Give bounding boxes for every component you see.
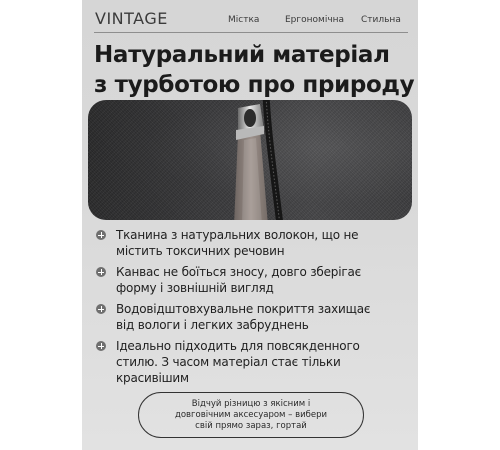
feature-text: Тканина з натуральних волокон, що не містить токсичних речовин: [116, 228, 359, 258]
plus-circle-icon: [96, 230, 106, 240]
plus-circle-icon: [96, 267, 106, 277]
feature-text: Канвас не боїться зносу, довго зберігає форму і зовнішній вигляд: [116, 265, 361, 295]
plus-circle-icon: [96, 341, 106, 351]
plus-circle-icon: [96, 304, 106, 314]
fabric-photo: [88, 100, 412, 220]
nav-item-roomy[interactable]: Містка: [228, 15, 260, 25]
cta-text-line-2: довговічним аксесуаром – вибери: [174, 410, 328, 420]
product-feature-card: [82, 0, 418, 450]
page-title: [94, 40, 414, 100]
nav-item-stylish[interactable]: Стильна: [361, 15, 401, 25]
nav-item-ergonomic[interactable]: Ергономічна: [285, 15, 345, 25]
page-title-line-2: з турботою про природу: [94, 72, 415, 98]
cta-text-line-3: свій прямо зараз, гортай: [195, 421, 307, 431]
cta-text-line-1: Відчуй різницю з якісним і: [191, 399, 311, 409]
zipper-pull-icon: [88, 100, 412, 220]
page-title-line-1: Натуральний матеріал: [94, 42, 390, 68]
header: [94, 8, 408, 33]
brand-logo: VINTAGE: [95, 9, 168, 28]
feature-text: Ідеально підходить для повсякденного стилю. З часом матеріал стає тільки красивішим: [116, 339, 360, 385]
feature-text: Водовідштовхувальне покриття захищає від вологи і легких забруднень: [116, 302, 371, 332]
cta-button[interactable]: [138, 392, 364, 438]
